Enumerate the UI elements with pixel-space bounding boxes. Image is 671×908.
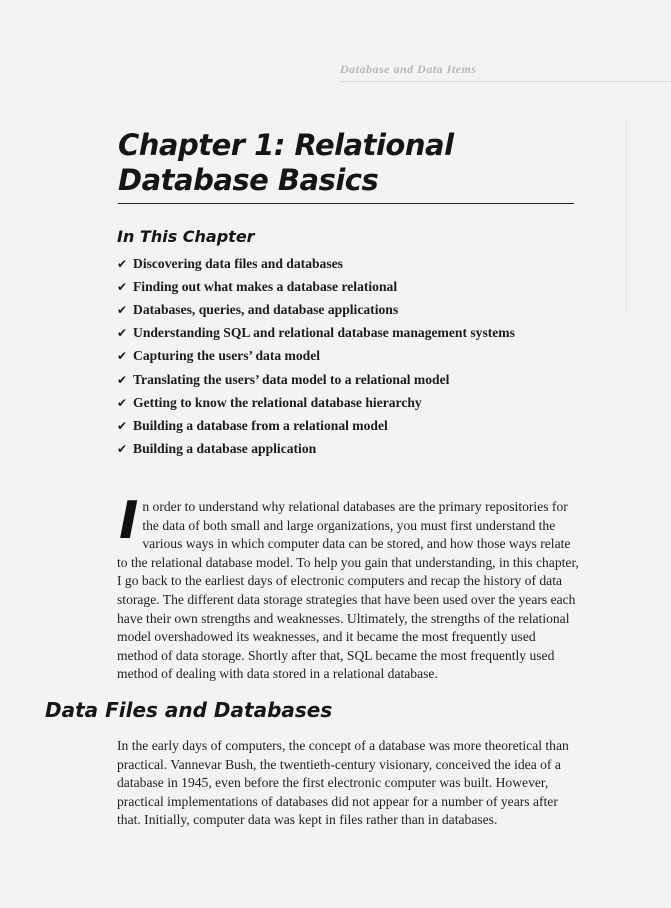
checkmark-icon: ✔ (117, 395, 128, 410)
topic-item (117, 252, 515, 275)
topic-label: Databases, queries, and database applications (133, 301, 399, 317)
topic-label: Building a database from a relational model (133, 417, 388, 433)
topic-item (117, 345, 515, 368)
checkmark-icon: ✔ (117, 372, 128, 387)
topic-item (117, 391, 515, 414)
bleed-through-margin-rule (626, 120, 671, 310)
topic-label: Translating the users’ data model to a relational model (133, 371, 450, 387)
checkmark-icon: ✔ (117, 326, 128, 341)
intro-text: n order to understand why relational databases are the primary repositories for the data of both small and large organizations, you must first understand the various ways in which computer data can be stored, and how those ways relate to the relational database model. To help you gain that understanding, in this chapter, I go back to the earliest days of electronic computers and recap the history of data storage. The different data storage strategies that have been used over the years each have their own strengths and weaknesses. Ultimately, the strengths of the relational model overshadowed its weaknesses, and it became the most frequently used method of data storage. Shortly after that, SQL became the most frequently used method of dealing with data stored in a relational database. (117, 499, 579, 682)
chapter-topic-list (117, 252, 515, 461)
in-this-chapter-heading: In This Chapter (117, 227, 255, 246)
topic-item (117, 275, 515, 298)
topic-label: Finding out what makes a database relational (133, 278, 398, 294)
title-divider (118, 203, 574, 204)
checkmark-icon: ✔ (117, 349, 128, 364)
drop-cap: I (119, 491, 139, 551)
topic-item (117, 298, 515, 321)
topic-label: Understanding SQL and relational database management systems (133, 325, 515, 341)
checkmark-icon: ✔ (117, 302, 128, 317)
bleed-through-running-header: Database and Data Items (340, 62, 671, 82)
checkmark-icon: ✔ (117, 279, 128, 294)
chapter-title (118, 128, 578, 198)
chapter-title-line-2: Database Basics (118, 163, 379, 197)
topic-item (117, 322, 515, 345)
topic-label: Getting to know the relational database hierarchy (133, 394, 422, 410)
checkmark-icon: ✔ (117, 442, 128, 457)
section-paragraph-text: In the early days of computers, the concept of a database was more theoretical than practical. Vannevar Bush, the twentieth-century visionary, conceived the idea of a database in 1945, even before the first electronic computer was built. However, practical implementations of databases did not appear for a number of years after that. Initially, computer data was kept in files rather than in databases. (117, 738, 569, 828)
checkmark-icon: ✔ (117, 256, 128, 271)
topic-label: Building a database application (133, 441, 317, 457)
topic-item (117, 438, 515, 461)
chapter-title-line-1: Chapter 1: Relational (118, 128, 454, 162)
topic-label: Discovering data files and databases (133, 255, 343, 271)
section-heading: Data Files and Databases (45, 698, 333, 722)
intro-paragraph (117, 491, 579, 684)
section-paragraph (117, 737, 579, 830)
checkmark-icon: ✔ (117, 418, 128, 433)
topic-item (117, 414, 515, 437)
topic-label: Capturing the users’ data model (133, 348, 321, 364)
topic-item (117, 368, 515, 391)
